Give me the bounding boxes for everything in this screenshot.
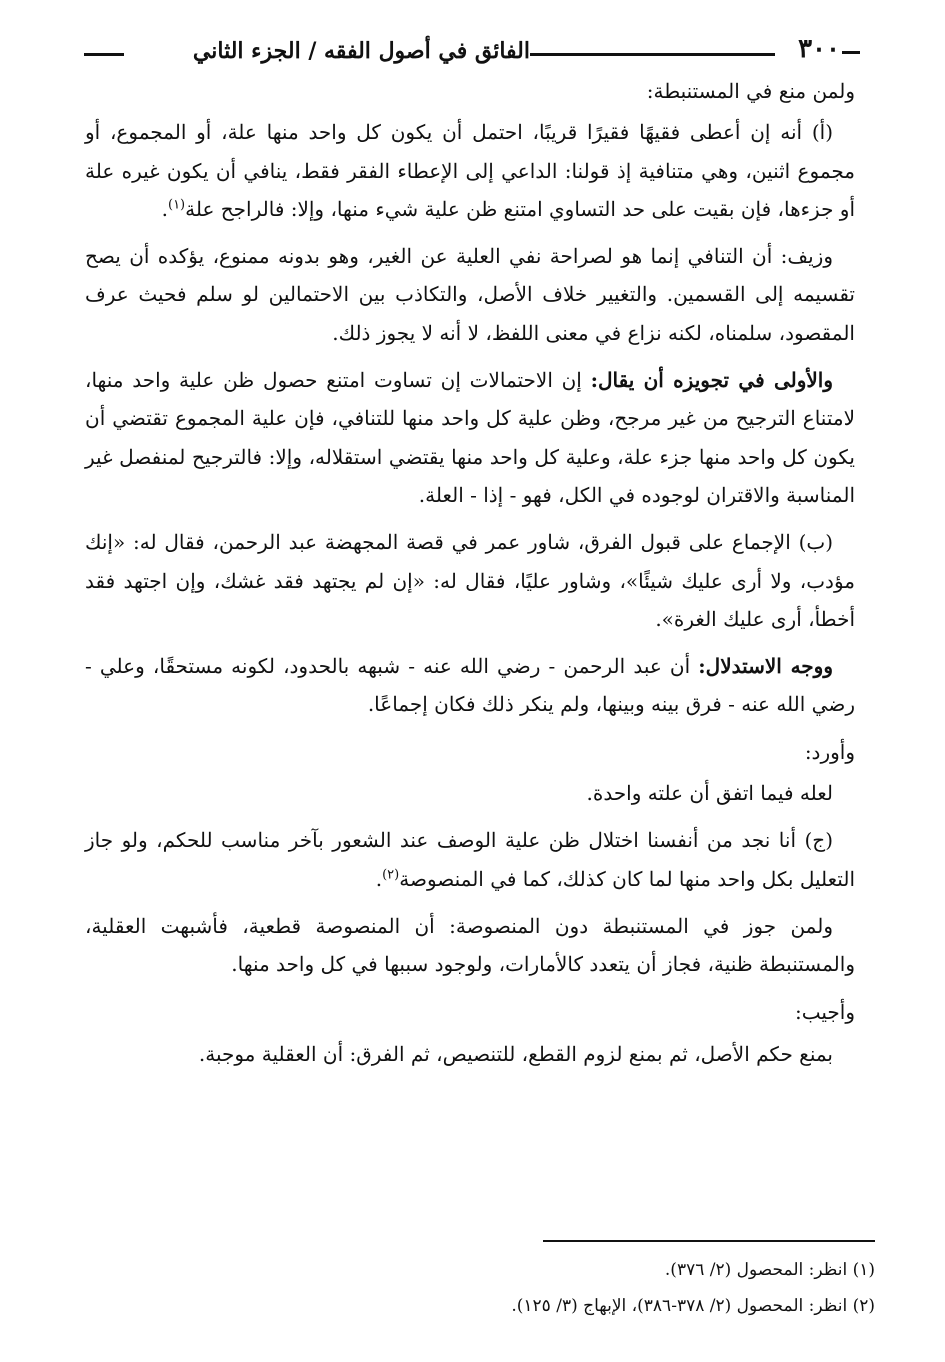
- paragraph: ولمن منع في المستنبطة:: [646, 79, 855, 103]
- paragraph: بمنع حكم الأصل، ثم بمنع لزوم القطع، للتنصيص، ثم الفرق: أن العقلية موجبة.: [198, 1041, 833, 1066]
- paragraph: وزيف: أن التنافي إنما هو لصراحة نفي العلية عن الغير، وهو بدونه ممنوع، يؤكده أن يصح تقسيمه إلى القسمين. والتغيير خلاف الأصل، والتكاذب بين الاحتمالين لو سلم فحيث عرف المقصود، سلمناه، لكنه نزاع في معنى اللفظ، لا أنه لا يجوز ذلك.: [85, 244, 855, 345]
- paragraph-text: أن عبد الرحمن - رضي الله عنه - شبهه بالحدود، لكونه مستحقًا، وعلي - رضي الله عنه - فرق بينه وبينها، ولم ينكر ذلك فكان إجماعًا.: [85, 654, 855, 717]
- paragraph-text: (أ) أنه إن أعطى فقيهًا فقيرًا قريبًا، احتمل أن يكون كل واحد منها علة، أو المجموع، أو مجموع اثنين، وهي متنافية إذ قولنا: الداعي إلى الإعطاء الفقر فقط، ينافي أن يكون غيره علة أو جزءها، فإن بقيت على حد التساوي امتنع ظن علية شيء منها، وإلا: فالراجح علة: [85, 120, 855, 221]
- paragraph: ولمن جوز في المستنبطة دون المنصوصة: أن المنصوصة قطعية، فأشبهت العقلية، والمستنبطة ظنية، فجاز أن يتعدد كالأمارات، ولوجود سببها في كل واحد منها.: [85, 913, 855, 977]
- footnote-separator: [543, 1240, 875, 1242]
- paragraph: وأجيب:: [795, 999, 855, 1024]
- header-rule-left: [84, 53, 124, 56]
- header-rule-middle: [530, 53, 775, 56]
- paragraph-text: (ج) أنا نجد من أنفسنا اختلال ظن علية الوصف عند الشعور بآخر مناسب للحكم، ولو جاز التعليل بكل واحد منها لما كان كذلك، كما في المنصوصة: [85, 828, 855, 891]
- bold-lead: والأولى في تجويزه أن يقال:: [590, 368, 833, 393]
- paragraph: [85, 361, 855, 514]
- footnote: (٢) انظر: المحصول (٢/ ٣٧٨-٣٨٦)، الإبهاج (٣/ ١٢٥).: [511, 1296, 875, 1316]
- footnote: (١) انظر: المحصول (٢/ ٣٧٦).: [664, 1260, 875, 1280]
- page-header: [84, 34, 860, 74]
- paragraph: لعله فيما اتفق أن علته واحدة.: [586, 781, 833, 806]
- footnote-marker: (١): [167, 197, 186, 213]
- footnote-marker: (٢): [382, 866, 400, 882]
- footnotes: [95, 1252, 875, 1324]
- bold-lead: ووجه الاستدلال:: [698, 654, 833, 679]
- paragraph: وأورد:: [804, 739, 855, 764]
- paragraph: [85, 647, 855, 724]
- paragraph-text: إن الاحتمالات إن تساوت امتنع حصول ظن علية واحد منها، لامتناع الترجيح من غير مرجح، وظن علية كل واحد منها للتنافي، فإن علية المجموع تقتضي أن يكون كل واحد منها جزء علة، وعلية كل واحد منها يقتضي استقلاله، وإلا: فالترجيح لمنفصل غير المناسبة والاقتران لوجوده في الكل، فهو - إذا - العلة.: [85, 368, 855, 507]
- running-title: الفائق في أصول الفقه / الجزء الثاني: [192, 38, 530, 64]
- paragraph-end: .: [161, 196, 168, 221]
- main-text: [85, 72, 855, 1082]
- paragraph: (ب) الإجماع على قبول الفرق، شاور عمر في قصة المجهضة عبد الرحمن، فقال له: «إنك مؤدب، ولا أرى عليك شيئًا»، وشاور عليًا، فقال له: «إن لم يجتهد فقد غشك، وإن اجتهد فقد أخطأ، أرى عليك الغرة».: [85, 530, 855, 631]
- paragraph-end: .: [375, 866, 383, 891]
- paragraph: [85, 113, 855, 228]
- header-rule-right: [842, 51, 860, 54]
- page-number: ٣٠٠: [798, 34, 840, 64]
- paragraph: [85, 821, 855, 898]
